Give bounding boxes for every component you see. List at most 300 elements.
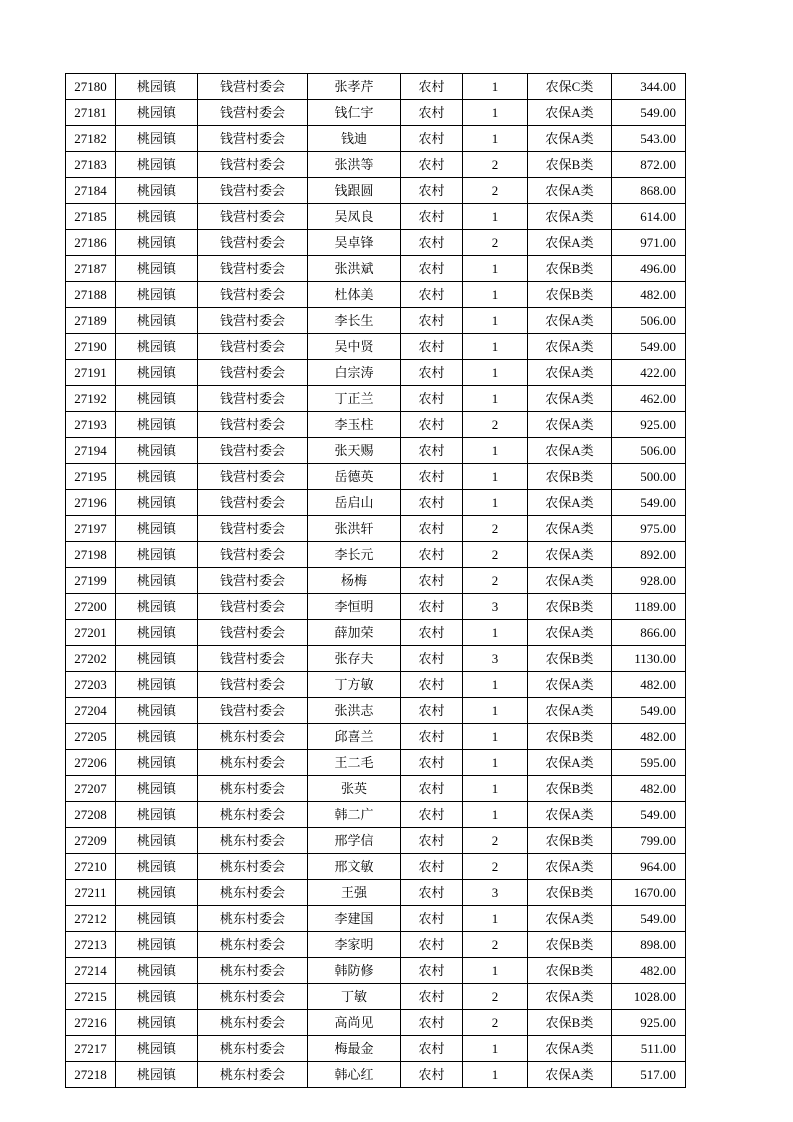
table-row — [66, 776, 686, 802]
cell-serial-number: 27214 — [66, 958, 116, 984]
cell-amount: 496.00 — [612, 256, 686, 282]
cell-serial-number: 27215 — [66, 984, 116, 1010]
cell-serial-number: 27203 — [66, 672, 116, 698]
cell-village-committee: 钱营村委会 — [198, 568, 308, 594]
cell-village-committee: 钱营村委会 — [198, 594, 308, 620]
cell-amount: 543.00 — [612, 126, 686, 152]
cell-amount: 482.00 — [612, 776, 686, 802]
table-row — [66, 646, 686, 672]
cell-serial-number: 27202 — [66, 646, 116, 672]
cell-residence-type: 农村 — [401, 646, 463, 672]
cell-person-name: 钱跟圆 — [308, 178, 401, 204]
cell-town: 桃园镇 — [116, 152, 198, 178]
table-row — [66, 672, 686, 698]
cell-serial-number: 27192 — [66, 386, 116, 412]
cell-village-committee: 桃东村委会 — [198, 932, 308, 958]
cell-insurance-class: 农保B类 — [528, 1010, 612, 1036]
cell-person-name: 李家明 — [308, 932, 401, 958]
table-row — [66, 958, 686, 984]
cell-village-committee: 桃东村委会 — [198, 880, 308, 906]
cell-person-count: 1 — [463, 256, 528, 282]
cell-person-name: 钱迪 — [308, 126, 401, 152]
cell-residence-type: 农村 — [401, 334, 463, 360]
cell-residence-type: 农村 — [401, 776, 463, 802]
cell-serial-number: 27195 — [66, 464, 116, 490]
cell-serial-number: 27182 — [66, 126, 116, 152]
cell-residence-type: 农村 — [401, 464, 463, 490]
cell-person-name: 李建国 — [308, 906, 401, 932]
cell-village-committee: 钱营村委会 — [198, 126, 308, 152]
cell-serial-number: 27193 — [66, 412, 116, 438]
table-row — [66, 568, 686, 594]
table-row — [66, 438, 686, 464]
cell-village-committee: 桃东村委会 — [198, 724, 308, 750]
table-body — [66, 74, 686, 1088]
cell-amount: 549.00 — [612, 334, 686, 360]
cell-person-count: 1 — [463, 74, 528, 100]
cell-serial-number: 27188 — [66, 282, 116, 308]
cell-serial-number: 27183 — [66, 152, 116, 178]
cell-village-committee: 桃东村委会 — [198, 1010, 308, 1036]
cell-town: 桃园镇 — [116, 542, 198, 568]
cell-town: 桃园镇 — [116, 932, 198, 958]
cell-serial-number: 27198 — [66, 542, 116, 568]
cell-person-count: 2 — [463, 178, 528, 204]
cell-amount: 1130.00 — [612, 646, 686, 672]
cell-person-count: 2 — [463, 516, 528, 542]
cell-village-committee: 钱营村委会 — [198, 282, 308, 308]
cell-town: 桃园镇 — [116, 126, 198, 152]
cell-amount: 482.00 — [612, 672, 686, 698]
cell-person-name: 张洪志 — [308, 698, 401, 724]
table-row — [66, 412, 686, 438]
table-row — [66, 594, 686, 620]
cell-residence-type: 农村 — [401, 204, 463, 230]
cell-town: 桃园镇 — [116, 334, 198, 360]
cell-village-committee: 钱营村委会 — [198, 620, 308, 646]
cell-town: 桃园镇 — [116, 438, 198, 464]
cell-town: 桃园镇 — [116, 620, 198, 646]
cell-insurance-class: 农保B类 — [528, 958, 612, 984]
cell-village-committee: 钱营村委会 — [198, 386, 308, 412]
cell-serial-number: 27212 — [66, 906, 116, 932]
cell-serial-number: 27185 — [66, 204, 116, 230]
cell-amount: 549.00 — [612, 100, 686, 126]
cell-insurance-class: 农保A类 — [528, 438, 612, 464]
table-row — [66, 880, 686, 906]
cell-residence-type: 农村 — [401, 516, 463, 542]
cell-person-name: 吴中贤 — [308, 334, 401, 360]
cell-amount: 866.00 — [612, 620, 686, 646]
benefits-table — [65, 73, 686, 1088]
cell-person-name: 梅最金 — [308, 1036, 401, 1062]
cell-serial-number: 27217 — [66, 1036, 116, 1062]
cell-residence-type: 农村 — [401, 178, 463, 204]
cell-person-name: 钱仁宇 — [308, 100, 401, 126]
cell-amount: 868.00 — [612, 178, 686, 204]
cell-amount: 344.00 — [612, 74, 686, 100]
cell-village-committee: 桃东村委会 — [198, 854, 308, 880]
cell-residence-type: 农村 — [401, 698, 463, 724]
cell-town: 桃园镇 — [116, 516, 198, 542]
table-row — [66, 204, 686, 230]
cell-town: 桃园镇 — [116, 802, 198, 828]
cell-person-name: 李玉柱 — [308, 412, 401, 438]
cell-town: 桃园镇 — [116, 282, 198, 308]
cell-residence-type: 农村 — [401, 256, 463, 282]
cell-insurance-class: 农保B类 — [528, 932, 612, 958]
table-row — [66, 360, 686, 386]
cell-serial-number: 27199 — [66, 568, 116, 594]
cell-town: 桃园镇 — [116, 594, 198, 620]
cell-person-name: 李恒明 — [308, 594, 401, 620]
cell-serial-number: 27189 — [66, 308, 116, 334]
cell-amount: 892.00 — [612, 542, 686, 568]
cell-town: 桃园镇 — [116, 230, 198, 256]
cell-insurance-class: 农保A类 — [528, 360, 612, 386]
table-row — [66, 230, 686, 256]
cell-person-name: 李长元 — [308, 542, 401, 568]
table-row — [66, 828, 686, 854]
cell-amount: 549.00 — [612, 906, 686, 932]
cell-serial-number: 27180 — [66, 74, 116, 100]
cell-person-count: 1 — [463, 334, 528, 360]
cell-insurance-class: 农保A类 — [528, 230, 612, 256]
table-row — [66, 334, 686, 360]
cell-residence-type: 农村 — [401, 750, 463, 776]
cell-village-committee: 钱营村委会 — [198, 490, 308, 516]
cell-serial-number: 27216 — [66, 1010, 116, 1036]
cell-amount: 482.00 — [612, 282, 686, 308]
cell-town: 桃园镇 — [116, 308, 198, 334]
cell-insurance-class: 农保A类 — [528, 1062, 612, 1088]
cell-person-count: 1 — [463, 1062, 528, 1088]
cell-residence-type: 农村 — [401, 932, 463, 958]
cell-residence-type: 农村 — [401, 880, 463, 906]
cell-person-count: 1 — [463, 802, 528, 828]
cell-insurance-class: 农保A类 — [528, 568, 612, 594]
cell-residence-type: 农村 — [401, 386, 463, 412]
cell-residence-type: 农村 — [401, 724, 463, 750]
cell-person-name: 白宗涛 — [308, 360, 401, 386]
cell-person-count: 3 — [463, 646, 528, 672]
cell-insurance-class: 农保A类 — [528, 620, 612, 646]
cell-insurance-class: 农保A类 — [528, 854, 612, 880]
cell-residence-type: 农村 — [401, 1010, 463, 1036]
cell-person-count: 1 — [463, 282, 528, 308]
cell-residence-type: 农村 — [401, 802, 463, 828]
cell-residence-type: 农村 — [401, 308, 463, 334]
cell-village-committee: 钱营村委会 — [198, 412, 308, 438]
cell-insurance-class: 农保A类 — [528, 698, 612, 724]
cell-amount: 462.00 — [612, 386, 686, 412]
cell-person-name: 张存夫 — [308, 646, 401, 672]
table-row — [66, 750, 686, 776]
cell-serial-number: 27208 — [66, 802, 116, 828]
cell-person-name: 张天赐 — [308, 438, 401, 464]
cell-person-count: 1 — [463, 360, 528, 386]
cell-insurance-class: 农保A类 — [528, 412, 612, 438]
cell-person-count: 1 — [463, 698, 528, 724]
table-row — [66, 282, 686, 308]
cell-residence-type: 农村 — [401, 854, 463, 880]
cell-insurance-class: 农保A类 — [528, 178, 612, 204]
table-row — [66, 1062, 686, 1088]
cell-amount: 549.00 — [612, 802, 686, 828]
cell-person-count: 1 — [463, 672, 528, 698]
table-row — [66, 126, 686, 152]
cell-amount: 1028.00 — [612, 984, 686, 1010]
cell-person-name: 丁正兰 — [308, 386, 401, 412]
cell-serial-number: 27213 — [66, 932, 116, 958]
cell-town: 桃园镇 — [116, 854, 198, 880]
cell-serial-number: 27210 — [66, 854, 116, 880]
cell-person-count: 1 — [463, 126, 528, 152]
cell-person-name: 王二毛 — [308, 750, 401, 776]
cell-insurance-class: 农保A类 — [528, 984, 612, 1010]
cell-village-committee: 桃东村委会 — [198, 750, 308, 776]
cell-person-name: 李长生 — [308, 308, 401, 334]
cell-town: 桃园镇 — [116, 100, 198, 126]
cell-amount: 422.00 — [612, 360, 686, 386]
cell-residence-type: 农村 — [401, 620, 463, 646]
cell-amount: 898.00 — [612, 932, 686, 958]
cell-insurance-class: 农保A类 — [528, 100, 612, 126]
cell-person-count: 2 — [463, 984, 528, 1010]
table-row — [66, 256, 686, 282]
cell-amount: 928.00 — [612, 568, 686, 594]
cell-insurance-class: 农保C类 — [528, 74, 612, 100]
cell-residence-type: 农村 — [401, 568, 463, 594]
table-row — [66, 854, 686, 880]
cell-town: 桃园镇 — [116, 178, 198, 204]
table-row — [66, 100, 686, 126]
cell-insurance-class: 农保A类 — [528, 750, 612, 776]
cell-person-name: 岳启山 — [308, 490, 401, 516]
cell-person-name: 韩心红 — [308, 1062, 401, 1088]
cell-residence-type: 农村 — [401, 100, 463, 126]
cell-town: 桃园镇 — [116, 880, 198, 906]
cell-person-count: 1 — [463, 724, 528, 750]
table-row — [66, 178, 686, 204]
cell-insurance-class: 农保A类 — [528, 516, 612, 542]
cell-person-name: 吴卓锋 — [308, 230, 401, 256]
cell-residence-type: 农村 — [401, 490, 463, 516]
cell-village-committee: 钱营村委会 — [198, 646, 308, 672]
cell-insurance-class: 农保A类 — [528, 672, 612, 698]
cell-person-count: 2 — [463, 230, 528, 256]
cell-village-committee: 桃东村委会 — [198, 984, 308, 1010]
table-row — [66, 464, 686, 490]
cell-amount: 964.00 — [612, 854, 686, 880]
cell-person-count: 2 — [463, 854, 528, 880]
cell-person-count: 1 — [463, 906, 528, 932]
cell-residence-type: 农村 — [401, 958, 463, 984]
cell-serial-number: 27184 — [66, 178, 116, 204]
cell-amount: 511.00 — [612, 1036, 686, 1062]
cell-insurance-class: 农保B类 — [528, 152, 612, 178]
cell-village-committee: 钱营村委会 — [198, 542, 308, 568]
cell-residence-type: 农村 — [401, 126, 463, 152]
cell-residence-type: 农村 — [401, 74, 463, 100]
cell-person-name: 邢学信 — [308, 828, 401, 854]
cell-village-committee: 桃东村委会 — [198, 802, 308, 828]
table-row — [66, 386, 686, 412]
cell-insurance-class: 农保A类 — [528, 906, 612, 932]
table-row — [66, 308, 686, 334]
cell-person-name: 张洪轩 — [308, 516, 401, 542]
table-row — [66, 620, 686, 646]
cell-town: 桃园镇 — [116, 958, 198, 984]
cell-residence-type: 农村 — [401, 906, 463, 932]
table-row — [66, 516, 686, 542]
cell-village-committee: 桃东村委会 — [198, 958, 308, 984]
cell-insurance-class: 农保B类 — [528, 464, 612, 490]
cell-insurance-class: 农保A类 — [528, 126, 612, 152]
cell-insurance-class: 农保B类 — [528, 646, 612, 672]
cell-village-committee: 钱营村委会 — [198, 464, 308, 490]
cell-insurance-class: 农保B类 — [528, 256, 612, 282]
cell-person-count: 1 — [463, 620, 528, 646]
cell-person-count: 1 — [463, 1036, 528, 1062]
cell-town: 桃园镇 — [116, 750, 198, 776]
cell-serial-number: 27211 — [66, 880, 116, 906]
cell-village-committee: 钱营村委会 — [198, 152, 308, 178]
cell-person-name: 杜体美 — [308, 282, 401, 308]
cell-village-committee: 桃东村委会 — [198, 1036, 308, 1062]
table-row — [66, 932, 686, 958]
cell-person-count: 1 — [463, 490, 528, 516]
cell-serial-number: 27209 — [66, 828, 116, 854]
table-row — [66, 1010, 686, 1036]
table-row — [66, 906, 686, 932]
cell-person-count: 1 — [463, 100, 528, 126]
cell-village-committee: 钱营村委会 — [198, 360, 308, 386]
cell-serial-number: 27187 — [66, 256, 116, 282]
cell-village-committee: 桃东村委会 — [198, 776, 308, 802]
cell-insurance-class: 农保A类 — [528, 204, 612, 230]
cell-residence-type: 农村 — [401, 412, 463, 438]
cell-person-name: 张洪等 — [308, 152, 401, 178]
table-row — [66, 1036, 686, 1062]
cell-amount: 1670.00 — [612, 880, 686, 906]
cell-serial-number: 27201 — [66, 620, 116, 646]
cell-amount: 549.00 — [612, 490, 686, 516]
cell-amount: 482.00 — [612, 724, 686, 750]
cell-town: 桃园镇 — [116, 1010, 198, 1036]
cell-town: 桃园镇 — [116, 412, 198, 438]
cell-person-count: 2 — [463, 1010, 528, 1036]
cell-person-name: 张孝芹 — [308, 74, 401, 100]
cell-amount: 506.00 — [612, 438, 686, 464]
cell-person-name: 吴凤良 — [308, 204, 401, 230]
cell-town: 桃园镇 — [116, 464, 198, 490]
cell-residence-type: 农村 — [401, 230, 463, 256]
cell-village-committee: 钱营村委会 — [198, 178, 308, 204]
cell-insurance-class: 农保B类 — [528, 776, 612, 802]
cell-residence-type: 农村 — [401, 984, 463, 1010]
cell-town: 桃园镇 — [116, 828, 198, 854]
cell-amount: 482.00 — [612, 958, 686, 984]
cell-person-name: 张英 — [308, 776, 401, 802]
cell-person-count: 3 — [463, 880, 528, 906]
cell-residence-type: 农村 — [401, 594, 463, 620]
cell-village-committee: 钱营村委会 — [198, 672, 308, 698]
cell-village-committee: 桃东村委会 — [198, 1062, 308, 1088]
cell-village-committee: 钱营村委会 — [198, 100, 308, 126]
cell-town: 桃园镇 — [116, 256, 198, 282]
cell-town: 桃园镇 — [116, 74, 198, 100]
cell-person-name: 王强 — [308, 880, 401, 906]
cell-person-name: 丁方敏 — [308, 672, 401, 698]
table-row — [66, 542, 686, 568]
cell-serial-number: 27207 — [66, 776, 116, 802]
table-row — [66, 724, 686, 750]
cell-person-count: 2 — [463, 542, 528, 568]
cell-amount: 872.00 — [612, 152, 686, 178]
table-row — [66, 698, 686, 724]
cell-insurance-class: 农保B类 — [528, 724, 612, 750]
cell-person-count: 2 — [463, 932, 528, 958]
cell-person-count: 1 — [463, 776, 528, 802]
cell-amount: 971.00 — [612, 230, 686, 256]
cell-amount: 925.00 — [612, 1010, 686, 1036]
cell-village-committee: 钱营村委会 — [198, 230, 308, 256]
table-row — [66, 802, 686, 828]
cell-serial-number: 27200 — [66, 594, 116, 620]
cell-person-count: 2 — [463, 828, 528, 854]
cell-residence-type: 农村 — [401, 542, 463, 568]
cell-serial-number: 27204 — [66, 698, 116, 724]
cell-insurance-class: 农保B类 — [528, 880, 612, 906]
cell-person-name: 薛加荣 — [308, 620, 401, 646]
cell-person-name: 韩防修 — [308, 958, 401, 984]
cell-town: 桃园镇 — [116, 360, 198, 386]
cell-person-count: 1 — [463, 386, 528, 412]
cell-serial-number: 27206 — [66, 750, 116, 776]
cell-amount: 1189.00 — [612, 594, 686, 620]
cell-residence-type: 农村 — [401, 360, 463, 386]
cell-town: 桃园镇 — [116, 906, 198, 932]
cell-person-count: 1 — [463, 438, 528, 464]
cell-town: 桃园镇 — [116, 698, 198, 724]
cell-person-count: 1 — [463, 958, 528, 984]
cell-serial-number: 27197 — [66, 516, 116, 542]
cell-serial-number: 27186 — [66, 230, 116, 256]
cell-village-committee: 桃东村委会 — [198, 906, 308, 932]
cell-person-count: 3 — [463, 594, 528, 620]
cell-amount: 500.00 — [612, 464, 686, 490]
cell-person-count: 1 — [463, 308, 528, 334]
cell-insurance-class: 农保B类 — [528, 282, 612, 308]
cell-town: 桃园镇 — [116, 568, 198, 594]
cell-serial-number: 27190 — [66, 334, 116, 360]
cell-village-committee: 钱营村委会 — [198, 74, 308, 100]
cell-village-committee: 钱营村委会 — [198, 698, 308, 724]
cell-insurance-class: 农保B类 — [528, 594, 612, 620]
cell-insurance-class: 农保A类 — [528, 308, 612, 334]
cell-insurance-class: 农保A类 — [528, 542, 612, 568]
cell-amount: 506.00 — [612, 308, 686, 334]
cell-person-name: 张洪斌 — [308, 256, 401, 282]
cell-person-count: 2 — [463, 412, 528, 438]
cell-residence-type: 农村 — [401, 1062, 463, 1088]
cell-town: 桃园镇 — [116, 1036, 198, 1062]
cell-town: 桃园镇 — [116, 386, 198, 412]
cell-person-name: 高尚见 — [308, 1010, 401, 1036]
cell-serial-number: 27191 — [66, 360, 116, 386]
cell-insurance-class: 农保A类 — [528, 1036, 612, 1062]
